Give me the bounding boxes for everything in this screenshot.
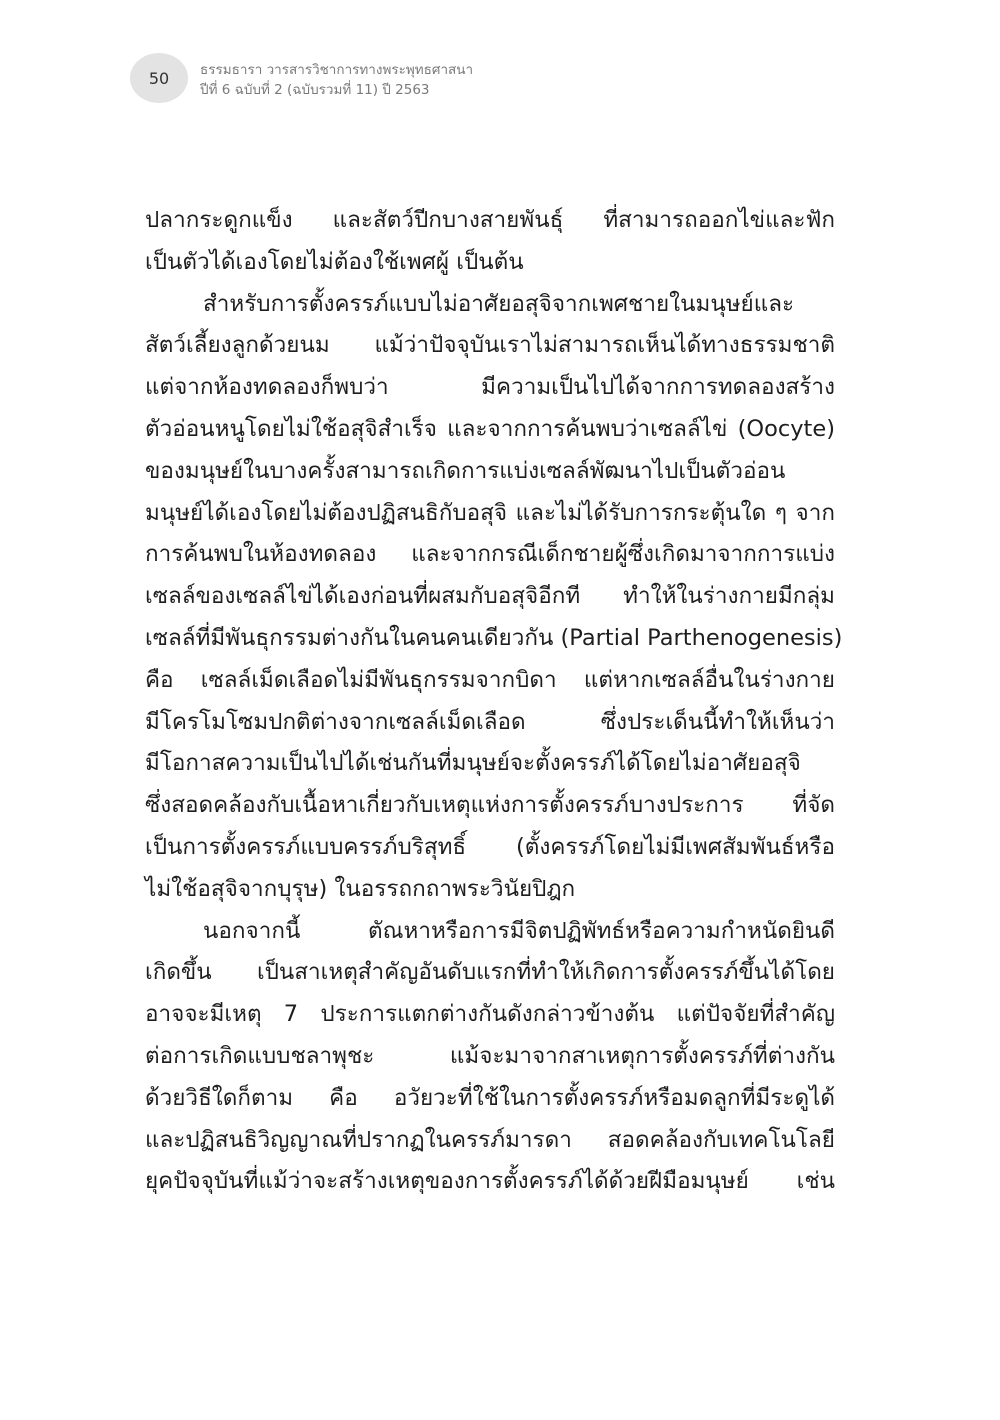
paragraph-line: ยุคปัจจุบันที่แม้ว่าจะสร้างเหตุของการตั้งครรภ์ได้ด้วยฝีมือมนุษย์ เช่น (145, 1168, 835, 1195)
paragraph-line: และปฏิสนธิวิญญาณที่ปรากฏในครรภ์มารดา สอดคล้องกับเทคโนโลยี (145, 1126, 835, 1153)
issue-info: ปีที่ 6 ฉบับที่ 2 (ฉบับรวมที่ 11) ปี 2563 (200, 82, 430, 98)
paragraph-line: ของมนุษย์ในบางครั้งสามารถเกิดการแบ่งเซลล์พัฒนาไปเป็นตัวอ่อน (145, 457, 786, 484)
paragraph-line: สำหรับการตั้งครรภ์แบบไม่อาศัยอสุจิจากเพศชายในมนุษย์และ (203, 290, 795, 317)
paragraph-line: เป็นตัวได้เองโดยไม่ต้องใช้เพศผู้ เป็นต้น (145, 248, 524, 275)
running-header (200, 60, 473, 100)
paragraph-line: มีโอกาสความเป็นไปได้เช่นกันที่มนุษย์จะตั้งครรภ์ได้โดยไม่อาศัยอสุจิ (145, 750, 801, 777)
paragraph-line: ไม่ใช้อสุจิจากบุรุษ) ในอรรถกถาพระวินัยปิฎก (145, 875, 576, 902)
paragraph-line: เซลล์ของเซลล์ไข่ได้เองก่อนที่ผสมกับอสุจิอีกที ทำให้ในร่างกายมีกลุ่ม (145, 583, 835, 610)
paragraph-line: นอกจากนี้ ตัณหาหรือการมีจิตปฏิพัทธ์หรือความกำหนัดยินดี (203, 917, 835, 944)
paragraph-line: ซึ่งสอดคล้องกับเนื้อหาเกี่ยวกับเหตุแห่งการตั้งครรภ์บางประการ ที่จัด (145, 792, 835, 819)
paragraph-line: ต่อการเกิดแบบชลาพุชะ แม้จะมาจากสาเหตุการตั้งครรภ์ที่ต่างกัน (145, 1042, 835, 1069)
paragraph-line: ด้วยวิธีใดก็ตาม คือ อวัยวะที่ใช้ในการตั้งครรภ์หรือมดลูกที่มีระดูได้ (145, 1084, 835, 1111)
paragraph-line: คือ เซลล์เม็ดเลือดไม่มีพันธุกรรมจากบิดา แต่หากเซลล์อื่นในร่างกาย (145, 666, 835, 693)
paragraph-line: ตัวอ่อนหนูโดยไม่ใช้อสุจิสำเร็จ และจากการค้นพบว่าเซลล์ไข่ (Oocyte) (145, 415, 835, 442)
paragraph-line: สัตว์เลี้ยงลูกด้วยนม แม้ว่าปัจจุบันเราไม่สามารถเห็นได้ทางธรรมชาติ (145, 332, 835, 359)
paragraph-line: มนุษย์ได้เองโดยไม่ต้องปฏิสนธิกับอสุจิ และไม่ได้รับการกระตุ้นใด ๆ จาก (145, 499, 835, 526)
paragraph-line: แต่จากห้องทดลองก็พบว่า มีความเป็นไปได้จากการทดลองสร้าง (145, 374, 835, 401)
body-text (145, 200, 843, 1203)
journal-title: ธรรมธารา วารสารวิชาการทางพระพุทธศาสนา (200, 62, 474, 78)
paragraph-line: การค้นพบในห้องทดลอง และจากกรณีเด็กชายผู้ซึ่งเกิดมาจากการแบ่ง (145, 541, 835, 568)
paragraph-line: เกิดขึ้น เป็นสาเหตุสำคัญอันดับแรกที่ทำให้เกิดการตั้งครรภ์ขึ้นได้โดย (145, 959, 835, 986)
paragraph-line: อาจจะมีเหตุ 7 ประการแตกต่างกันดังกล่าวข้างต้น แต่ปัจจัยที่สำคัญ (145, 1001, 835, 1028)
page-number: 50 (130, 53, 188, 103)
paragraph-line: ปลากระดูกแข็ง และสัตว์ปีกบางสายพันธุ์ ที่สามารถออกไข่และฟัก (145, 207, 835, 233)
paragraph-line: เป็นการตั้งครรภ์แบบครรภ์บริสุทธิ์ (ตั้งครรภ์โดยไม่มีเพศสัมพันธ์หรือ (145, 833, 835, 860)
paragraph-line: เซลล์ที่มีพันธุกรรมต่างกันในคนคนเดียวกัน (Partial Parthenogenesis) (145, 624, 843, 651)
paragraph-line: มีโครโมโซมปกติต่างจากเซลล์เม็ดเลือด ซึ่งประเด็นนี้ทำให้เห็นว่า (145, 708, 835, 735)
